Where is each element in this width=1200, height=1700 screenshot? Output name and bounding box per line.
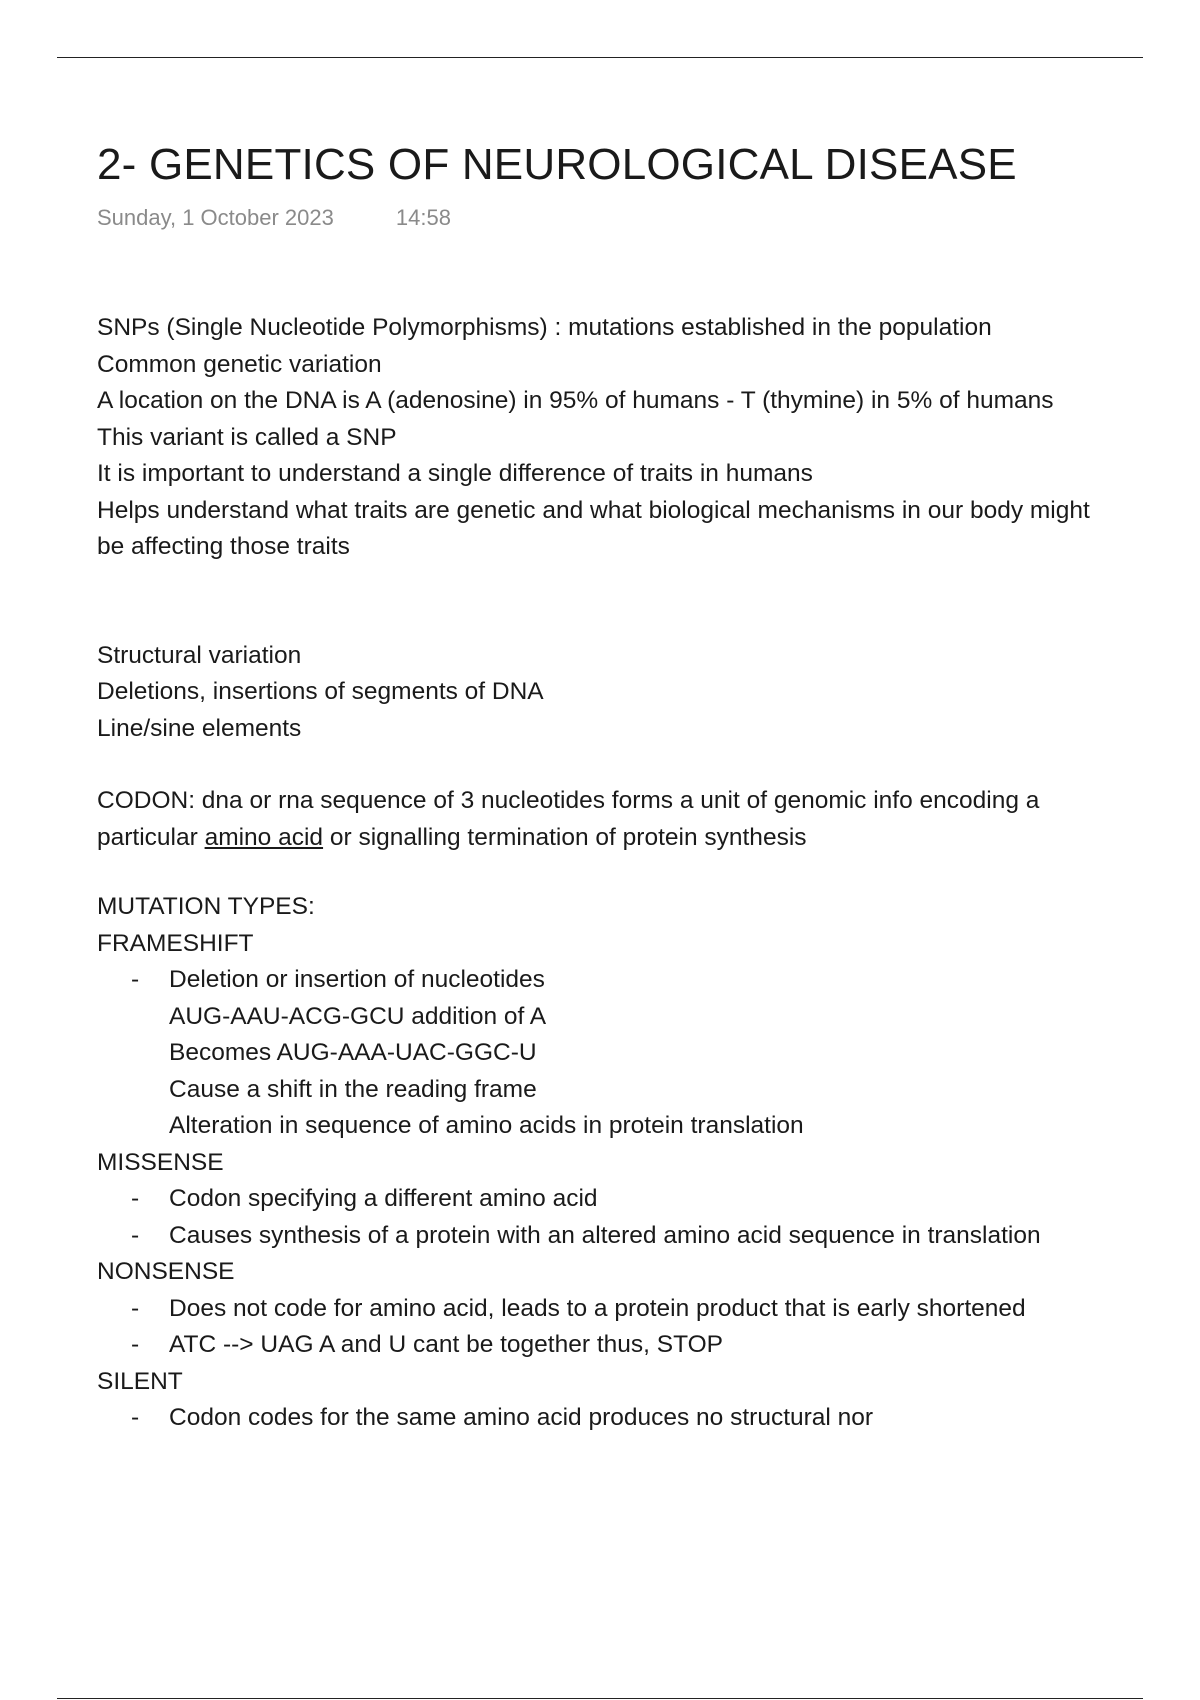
note-meta [97,203,1097,233]
silent-label: SILENT [97,1367,183,1395]
snp-line: This variant is called a SNP [97,423,397,451]
list-item: - Deletion or insertion of nucleotides [169,962,1097,999]
snp-line: Helps understand what traits are genetic and what biological mechanisms in our body might be affecting those traits [97,496,1090,560]
list-item: - Codon codes for the same amino acid produces no structural nor [169,1400,1097,1437]
bottom-divider [57,1698,1143,1699]
frameshift-list [97,962,1097,999]
frameshift-continuation: AUG-AAU-ACG-GCU addition of A [169,1002,547,1030]
snp-line: SNPs (Single Nucleotide Polymorphisms) : mutations established in the population [97,314,992,341]
list-item: - ATC --> UAG A and U cant be together thus, STOP [169,1327,1097,1364]
list-item: - Causes synthesis of a protein with an altered amino acid sequence in translation [169,1218,1097,1255]
page-title: 2- GENETICS OF NEUROLOGICAL DISEASE [97,140,1017,189]
nonsense-label: NONSENSE [97,1258,235,1285]
list-item: - Does not code for amino acid, leads to a protein product that is early shortened [169,1291,1097,1328]
top-divider [57,57,1143,58]
structural-variation-section [97,638,1097,748]
snp-section [97,310,1097,566]
snp-line: Common genetic variation [97,350,382,378]
silent-list [97,1400,1097,1437]
codon-text-before: CODON: dna or rna sequence of 3 nucleotides forms a unit of genomic info encoding a particular [97,787,1040,851]
frameshift-continuation: Cause a shift in the reading frame [169,1075,537,1103]
snp-line: A location on the DNA is A (adenosine) in 95% of humans - T (thymine) in 5% of humans [97,387,1054,414]
missense-label: MISSENSE [97,1148,224,1176]
mutation-types-section [97,889,1097,1437]
amino-acid-underlined: amino acid [204,823,324,851]
codon-section [97,783,1097,856]
codon-definition [97,783,1097,856]
frameshift-continuation: Becomes AUG-AAA-UAC-GGC-U [169,1039,537,1066]
list-item: - Codon specifying a different amino acid [169,1181,1097,1218]
mutation-types-heading: MUTATION TYPES: [97,893,315,920]
frameshift-continuation: Alteration in sequence of amino acids in protein translation [169,1112,804,1139]
missense-list [97,1181,1097,1254]
structural-line: Deletions, insertions of segments of DNA [97,678,544,705]
nonsense-list [97,1291,1097,1364]
note-page [97,135,1097,1437]
structural-line: Line/sine elements [97,714,302,742]
note-date: Sunday, 1 October 2023 [97,205,334,230]
codon-text-after: or signalling termination of protein synthesis [323,823,807,851]
snp-line: It is important to understand a single difference of traits in humans [97,460,813,487]
structural-line: Structural variation [97,641,302,669]
note-time: 14:58 [395,205,451,230]
frameshift-label: FRAMESHIFT [97,929,254,957]
